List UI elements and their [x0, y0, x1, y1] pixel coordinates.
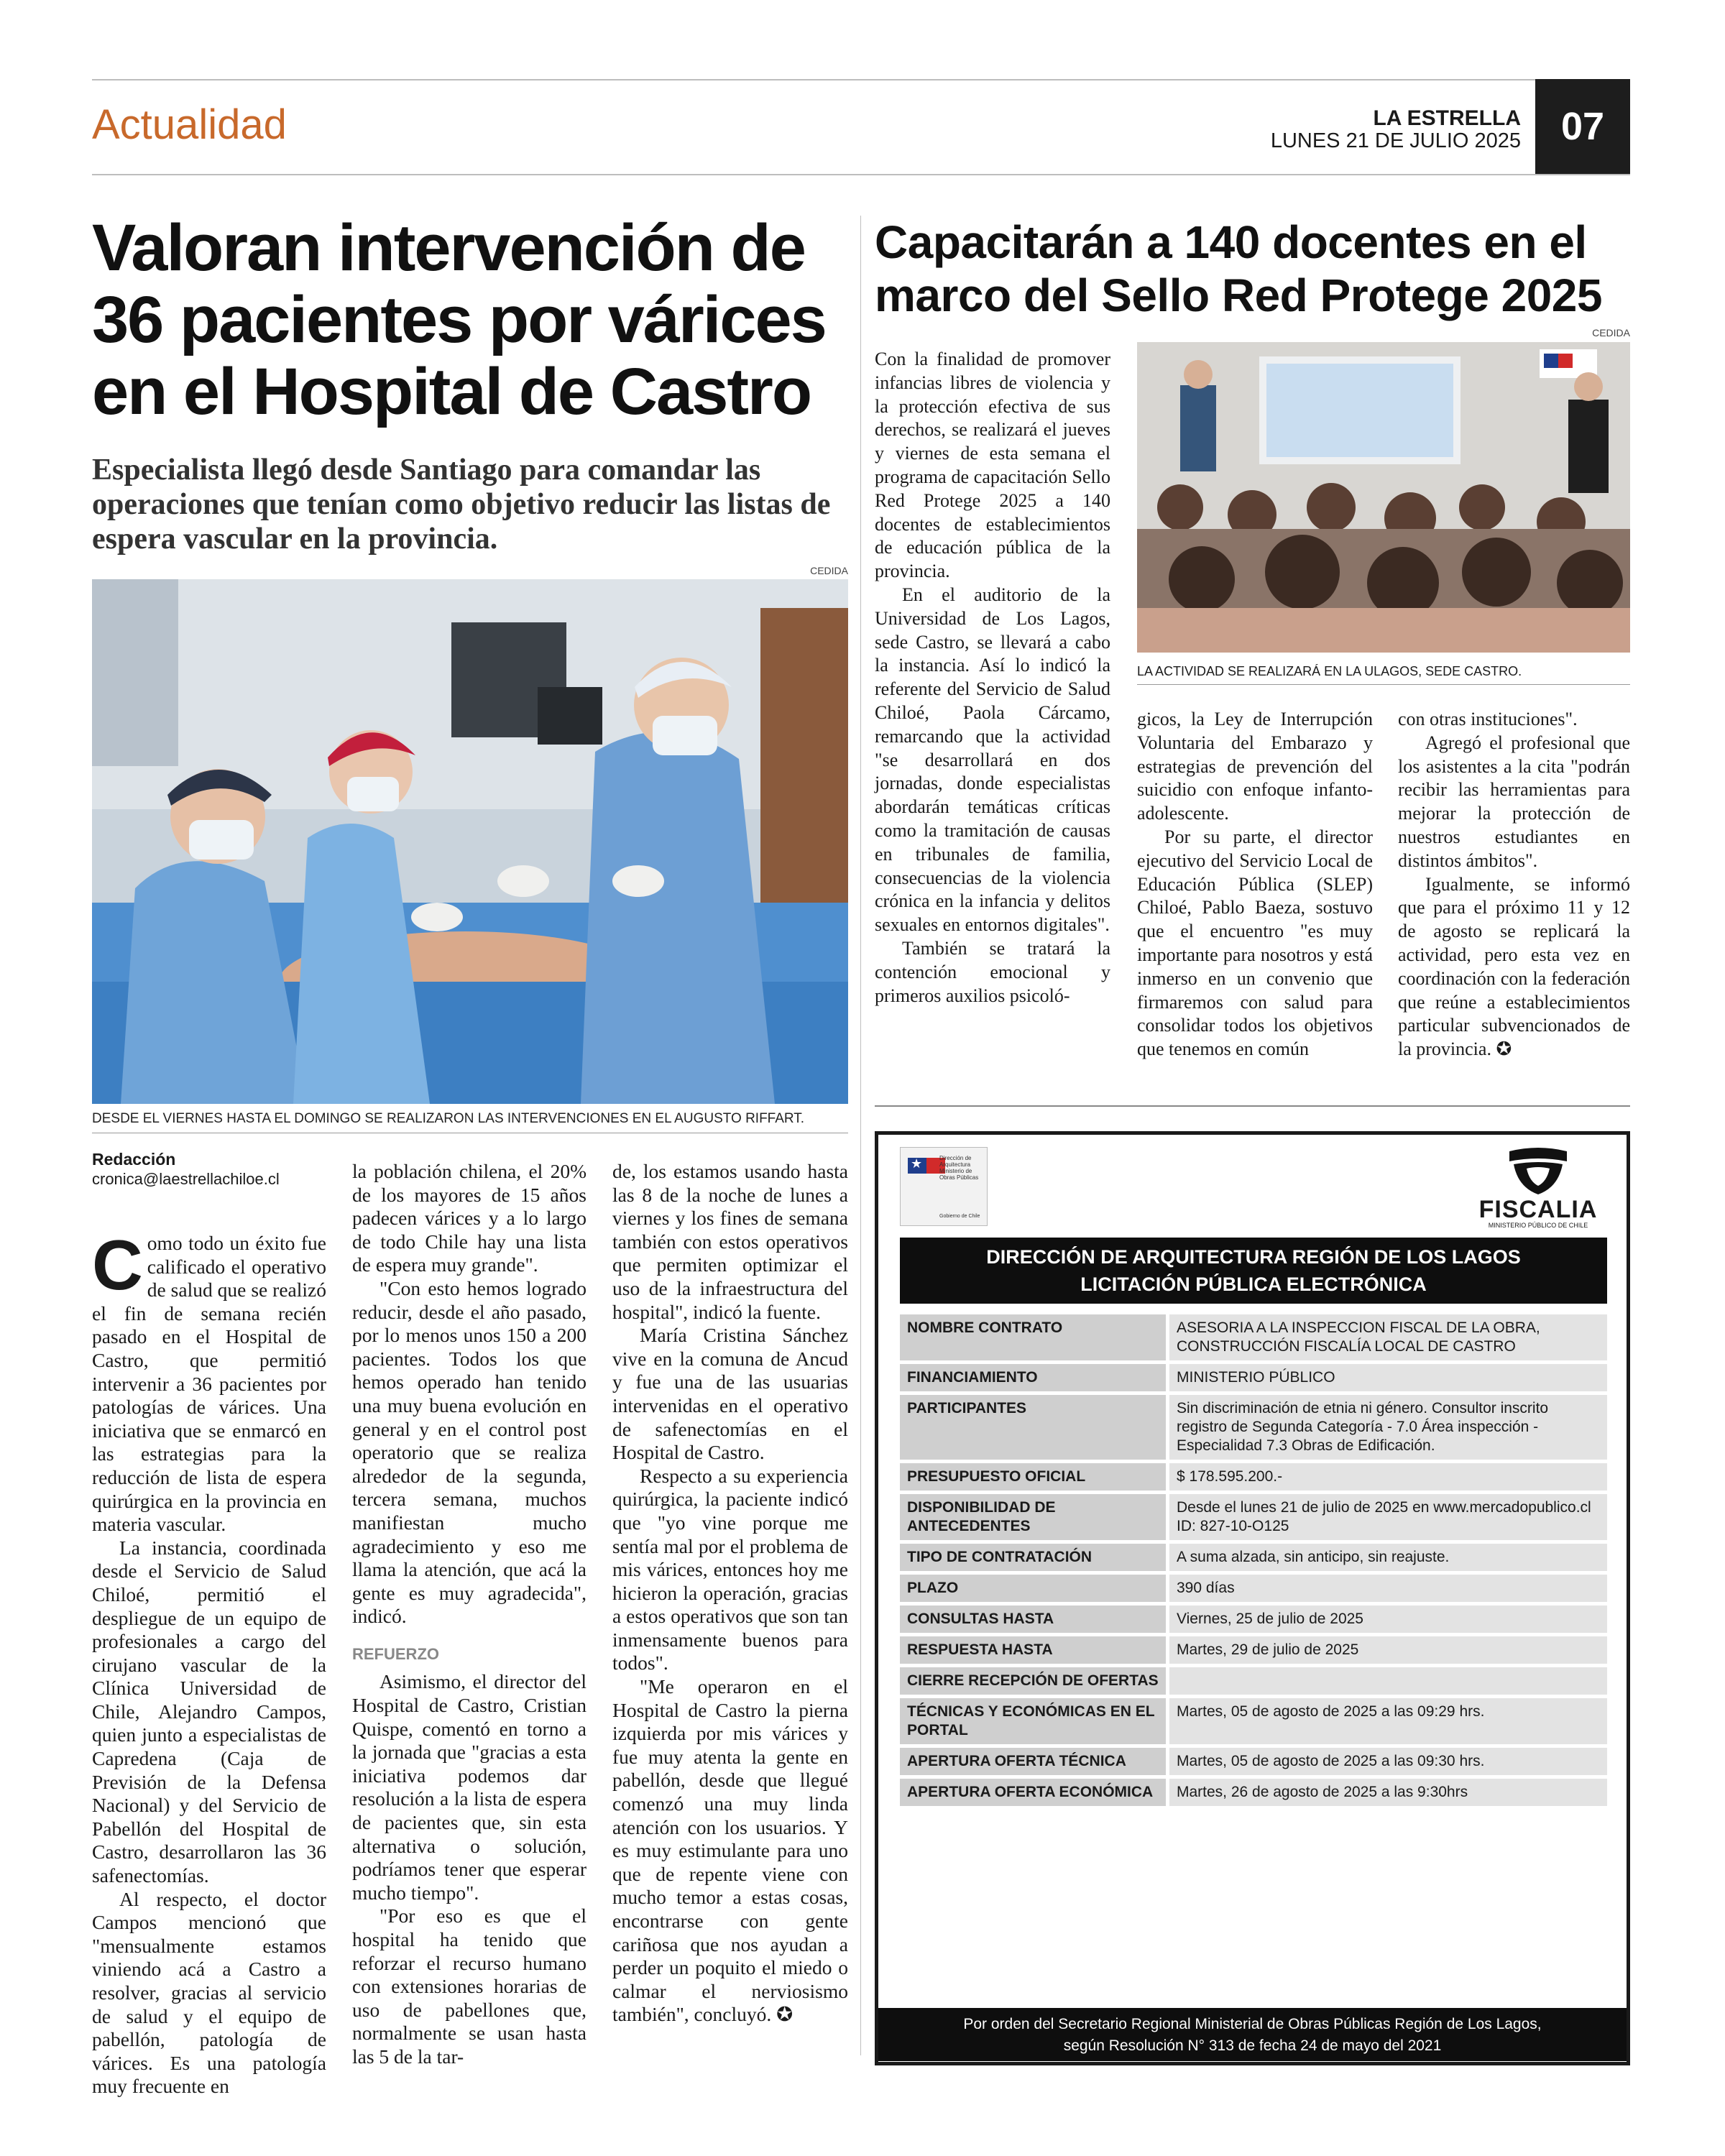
photo2-credit: CEDIDA — [1592, 327, 1630, 338]
article2-column-1 — [875, 348, 1110, 1008]
table-row — [900, 1314, 1607, 1360]
byline: Redacción — [92, 1150, 176, 1169]
photo1-caption: DESDE EL VIERNES HASTA EL DOMINGO SE REALIZARON LAS INTERVENCIONES EN EL AUGUSTO RIFFART. — [92, 1111, 805, 1126]
row-value: Martes, 05 de agosto de 2025 a las 09:29 hrs. — [1166, 1698, 1607, 1744]
section-title: Actualidad — [92, 101, 287, 148]
tender-footer-line-2: según Resolución N° 313 de fecha 24 de mayo del 2021 — [1063, 2037, 1442, 2054]
paragraph: gicos, la Ley de Interrupción Voluntaria del Embarazo y estrategias de prevención del suicidio con enfoque infanto-adolescente. — [1137, 709, 1373, 824]
article1-column-2 — [352, 1160, 586, 2069]
row-value: Sin discriminación de etnia ni género. Consultor inscrito registro de Segunda Categoría - 7.0 Área inspección - Especialidad 7.3 Obras de Edificación. — [1166, 1395, 1607, 1460]
caption-rule — [1137, 684, 1630, 685]
row-value: Desde el lunes 21 de julio de 2025 en www.mercadopublico.cl ID: 827-10-O125 — [1166, 1494, 1607, 1540]
article1-column-1 — [92, 1225, 326, 2099]
row-value: Martes, 29 de julio de 2025 — [1166, 1636, 1607, 1664]
fiscalia-logo-text: FISCALIA — [1478, 1196, 1598, 1223]
article2-column-3 — [1398, 708, 1630, 1061]
photo1-credit: CEDIDA — [810, 565, 848, 576]
row-value: 390 días — [1166, 1575, 1607, 1602]
article1-column-3 — [612, 1160, 848, 2027]
table-row — [900, 1698, 1607, 1744]
paragraph: Igualmente, se informó que para el próximo 11 y 12 de agosto se replicará la actividad, pero esta vez en coordinación con la federación que reúne a establecimientos particular subvencionados de la provincia. ✪ — [1398, 873, 1630, 1060]
paragraph: La instancia, coordinada desde el Servicio de Salud Chiloé, permitió el despliegue de un equipo de profesionales a cargo del cirujano vascular de la Clínica Universidad de Chile, Alejandro Campos, quien junto a especialistas de Capredena (Caja de Previsión de la Defensa Nacional) y del Servicio de Pabellón del Hospital de Castro, desarrollaron las 36 safenectomías. — [92, 1536, 326, 1887]
newspaper-name: LA ESTRELLA — [1373, 106, 1521, 130]
row-label: RESPUESTA HASTA — [900, 1636, 1166, 1664]
photo2-caption: LA ACTIVIDAD SE REALIZARÁ EN LA ULAGOS, SEDE CASTRO. — [1137, 664, 1522, 678]
row-label: APERTURA OFERTA TÉCNICA — [900, 1748, 1166, 1775]
row-value: Viernes, 25 de julio de 2025 — [1166, 1606, 1607, 1633]
classroom-photo — [1137, 342, 1630, 653]
row-label: PLAZO — [900, 1575, 1166, 1602]
row-value: Martes, 26 de agosto de 2025 a las 9:30hrs — [1166, 1779, 1607, 1806]
row-value: A suma alzada, sin anticipo, sin reajuste. — [1166, 1544, 1607, 1571]
row-label: FINANCIAMIENTO — [900, 1364, 1166, 1391]
surgery-photo — [92, 579, 848, 1104]
paragraph: María Cristina Sánchez vive en la comuna de Ancud y fue una de las usuarias intervenidas en el operativo de safenectomías en el Hospital de Castro. — [612, 1324, 848, 1464]
paragraph: "Me operaron en el Hospital de Castro la pierna izquierda por mis várices y fue muy atenta la gente en pabellón, desde que llegué comenzó una muy linda atención con los usuarios. Y es muy estimulante para uno que de repente viene con mucho temor a estas cosas, encontrarse con gente cariñosa que nos ayudan a perder un poquito el miedo o calmar el nerviosismo también", concluyó. ✪ — [612, 1675, 848, 2026]
paragraph: de, los estamos usando hasta las 8 de la noche de lunes a viernes y los fines de semana también con estos operativos que permiten optimizar el uso de la infraestructura del hospital", indicó la fuente. — [612, 1160, 848, 1323]
tender-title-line-1: DIRECCIÓN DE ARQUITECTURA REGIÓN DE LOS LAGOS — [986, 1246, 1521, 1268]
paragraph: Asimismo, el director del Hospital de Castro, Cristian Quispe, comentó en torno a la jornada que "gracias a esta iniciativa podemos dar resolución a la lista de espera de pacientes que, sin esta alternativa o solución, podríamos tener que esperar mucho tiempo". — [352, 1670, 586, 1904]
tender-footer-line-1: Por orden del Secretario Regional Ministerial de Obras Públicas Región de Los Lagos, — [963, 2016, 1542, 2032]
paragraph: con otras instituciones". — [1398, 709, 1578, 729]
row-label: DISPONIBILIDAD DE ANTECEDENTES — [900, 1494, 1166, 1540]
table-row — [900, 1544, 1607, 1571]
row-value: Martes, 05 de agosto de 2025 a las 09:30 hrs. — [1166, 1748, 1607, 1775]
table-row — [900, 1636, 1607, 1664]
fiscalia-subtitle: MINISTERIO PÚBLICO DE CHILE — [1488, 1222, 1588, 1229]
table-row — [900, 1779, 1607, 1806]
star-icon: ★ — [911, 1156, 923, 1171]
paragraph: Al respecto, el doctor Campos mencionó que "mensualmente estamos viniendo acá a Castro a resolver, gracias al servicio de salud y el equipo de pabellón, patología de várices. Es una patología muy frecuente en — [92, 1887, 326, 2098]
paragraph: Por su parte, el director ejecutivo del Servicio Local de Educación Pública (SLEP) Chiloé, Pablo Baeza, sostuvo que el encuentro "es muy importante para nosotros y está inmerso en un convenio que firmaremos con salud para consolidar todos los objetivos que tenemos en común — [1137, 826, 1373, 1060]
top-rule — [92, 79, 1630, 80]
article2-headline: Capacitarán a 140 docentes en el marco del Sello Red Protege 2025 — [875, 216, 1602, 321]
subhead: REFUERZO — [352, 1644, 439, 1663]
byline-email[interactable]: cronica@laestrellachiloe.cl — [92, 1170, 280, 1188]
table-row — [900, 1463, 1607, 1491]
row-label: APERTURA OFERTA ECONÓMICA — [900, 1779, 1166, 1806]
paragraph: Con la finalidad de promover infancias libres de violencia y la protección efectiva de sus derechos, se realizará el jueves y viernes de esta semana el programa de capacitación Sello Red Protege 2025 a 140 docentes de establecimientos de educación pública de la provincia. — [875, 349, 1110, 582]
row-label: PARTICIPANTES — [900, 1395, 1166, 1460]
table-row — [900, 1606, 1607, 1633]
government-logo-footer: Gobierno de Chile — [939, 1214, 980, 1219]
paragraph: Respecto a su experiencia quirúrgica, la paciente indicó que "yo vine porque me sentía mal por el problema de mis várices, entonces hoy me hicieron la operación, gracias a estos operativos que son tan inmensamente buenos para todos". — [612, 1464, 848, 1674]
row-value: $ 178.595.200.- — [1166, 1463, 1607, 1491]
page-number: 07 — [1535, 79, 1630, 174]
header-rule — [92, 174, 1630, 175]
table-row — [900, 1748, 1607, 1775]
article1-headline: Valoran intervención de 36 pacientes por várices en el Hospital de Castro — [92, 211, 826, 428]
paragraph: En el auditorio de la Universidad de Los Lagos, sede Castro, se llevará a cabo la instancia. Así lo indicó la referente del Servicio de Salud Chiloé, Paola Cárcamo, remarcando que la actividad "se desarrollará en dos jornadas, donde especialistas abordarán temáticas críticas como la tramitación de causas en tribunales de familia, consecuencias de la violencia crónica en la infancia y delitos sexuales en entornos digitales". — [875, 584, 1110, 936]
issue-date: LUNES 21 DE JULIO 2025 — [1270, 129, 1521, 152]
paragraph: Como todo un éxito fue calificado el operativo de salud que se realizó el fin de semana recién pasado en el Hospital de Castro, que permitió intervenir a 36 pacientes por patologías de várices. Una iniciativa que se enmarcó en las estrategias para la reducción de lista de espera quirúrgica en la provincia en materia vascular. — [92, 1225, 326, 1536]
paragraph: "Con esto hemos logrado reducir, desde el año pasado, por lo menos unos 150 a 200 pacientes. Todos los que hemos operado han tenido una muy buena evolución en general y en el control post operatorio que se realiza alrededor de la segunda, tercera semana, muchos manifiestan mucho agradecimiento y eso me llama la atención, que acá la gente es muy agradecida", indicó. — [352, 1276, 586, 1628]
table-row — [900, 1395, 1607, 1460]
tender-footer — [878, 2008, 1627, 2061]
row-label: PRESUPUESTO OFICIAL — [900, 1463, 1166, 1491]
row-label: NOMBRE CONTRATO — [900, 1314, 1166, 1360]
government-logo-text: Dirección de Arquitectura Ministerio de Obras Públicas — [939, 1155, 979, 1181]
article2-column-2 — [1137, 708, 1373, 1061]
table-row — [900, 1575, 1607, 1602]
paragraph: Agregó el profesional que los asistentes a la cita "podrán recibir las herramientas para mejorar la protección de nuestros estudiantes en distintos ámbitos". — [1398, 732, 1630, 871]
paragraph: "Por eso es que el hospital ha tenido que reforzar el recurso humano con extensiones horarias de uso de pabellones que, normalmente se usan hasta las 5 de la tar- — [352, 1904, 586, 2068]
table-row — [900, 1494, 1607, 1540]
drop-cap: C — [92, 1225, 143, 1304]
government-logo — [900, 1147, 988, 1226]
row-label: CONSULTAS HASTA — [900, 1606, 1166, 1633]
article2-bottom-rule — [875, 1105, 1630, 1107]
table-row — [900, 1667, 1607, 1695]
tender-details-table — [900, 1311, 1607, 1810]
article1-subtitle: Especialista llegó desde Santiago para comandar las operaciones que tenían como objetivo reducir las listas de espera vascular en la provincia. — [92, 453, 831, 556]
tender-title-line-2: LICITACIÓN PÚBLICA ELECTRÓNICA — [1080, 1273, 1427, 1295]
table-row — [900, 1364, 1607, 1391]
paragraph: También se tratará la contención emocional y primeros auxilios psicoló- — [875, 937, 1110, 1006]
row-label: TÉCNICAS Y ECONÓMICAS EN EL PORTAL — [900, 1698, 1166, 1744]
paragraph: la población chilena, el 20% de los mayores de 15 años padecen várices y a lo largo de todo Chile hay una lista de espera muy grande". — [352, 1160, 586, 1276]
row-value: ASESORIA A LA INSPECCION FISCAL DE LA OBRA, CONSTRUCCIÓN FISCALÍA LOCAL DE CASTRO — [1166, 1314, 1607, 1360]
row-value: MINISTERIO PÚBLICO — [1166, 1364, 1607, 1391]
column-divider — [860, 216, 861, 2055]
row-value — [1166, 1667, 1607, 1695]
row-label: TIPO DE CONTRATACIÓN — [900, 1544, 1166, 1571]
row-label: CIERRE RECEPCIÓN DE OFERTAS — [900, 1667, 1166, 1695]
tender-title — [900, 1238, 1607, 1304]
